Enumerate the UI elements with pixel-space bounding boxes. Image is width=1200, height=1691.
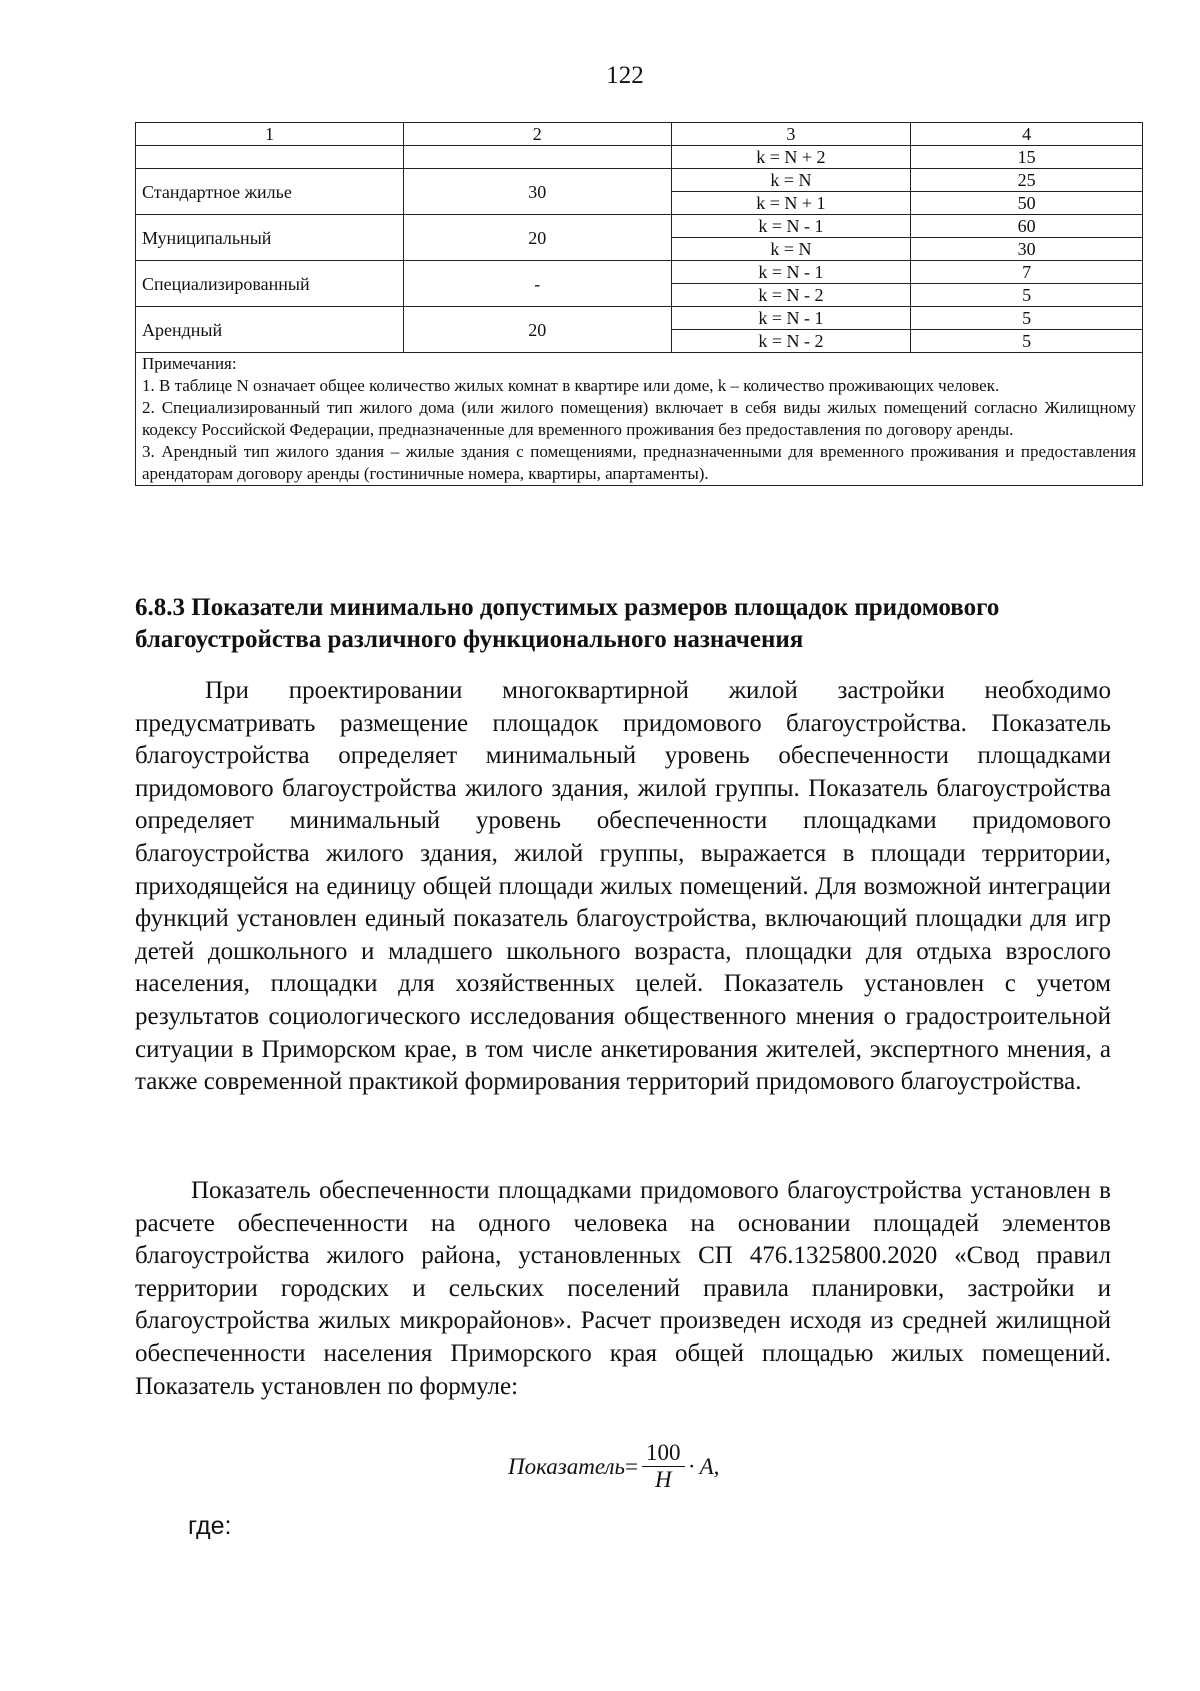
data-table <box>135 122 1143 486</box>
value-cell: 5 <box>911 307 1143 330</box>
page-number: 122 <box>606 62 644 89</box>
norm-cell: 20 <box>403 215 671 261</box>
housing-type-cell: Специализированный <box>136 261 404 307</box>
k-cell: k = N + 2 <box>671 146 911 169</box>
value-cell: 5 <box>911 284 1143 307</box>
formula-equals: = <box>625 1453 638 1479</box>
formula-lhs: Показатель <box>508 1453 626 1479</box>
norm-cell: 20 <box>403 307 671 353</box>
k-cell: k = N - 1 <box>671 215 911 238</box>
table-header-row <box>136 123 1143 146</box>
value-cell: 25 <box>911 169 1143 192</box>
empty-cell <box>136 146 404 169</box>
formula-numerator: 100 <box>642 1440 685 1467</box>
note-item: 3. Арендный тип жилого здания – жилые здания с помещениями, предназначенными для временного проживания и предоставления арендаторам договору аренды (гостиничные номера, квартиры, апартаменты). <box>142 442 1136 483</box>
value-cell: 50 <box>911 192 1143 215</box>
value-cell: 5 <box>911 330 1143 353</box>
header-cell: 2 <box>403 123 671 146</box>
k-cell: k = N - 2 <box>671 330 911 353</box>
table-row <box>136 146 1143 169</box>
formula-denominator: Н <box>654 1467 672 1492</box>
value-cell: 15 <box>911 146 1143 169</box>
value-cell: 60 <box>911 215 1143 238</box>
table-row <box>136 215 1143 238</box>
where-label: где: <box>188 1512 232 1540</box>
k-cell: k = N <box>671 169 911 192</box>
note-item: 2. Специализированный тип жилого дома (или жилого помещения) включает в себя виды жилых помещений согласно Жилищному кодексу Российской Федерации, предназначенные для временного проживания без предоставления по договору аренды. <box>142 398 1136 439</box>
value-cell: 30 <box>911 238 1143 261</box>
table-row <box>136 307 1143 330</box>
formula-fraction <box>642 1440 685 1493</box>
header-cell: 3 <box>671 123 911 146</box>
formula <box>508 1440 719 1493</box>
formula-rhs: · A, <box>688 1453 720 1479</box>
table-row <box>136 169 1143 192</box>
norm-cell: 30 <box>403 169 671 215</box>
k-cell: k = N - 1 <box>671 307 911 330</box>
value-cell: 7 <box>911 261 1143 284</box>
housing-type-cell: Стандартное жилье <box>136 169 404 215</box>
header-cell: 1 <box>136 123 404 146</box>
k-cell: k = N - 1 <box>671 261 911 284</box>
note-item: 1. В таблице N означает общее количество жилых комнат в квартире или доме, k – количество проживающих человек. <box>142 376 1000 395</box>
notes-row <box>136 353 1143 486</box>
housing-type-cell: Арендный <box>136 307 404 353</box>
body-paragraph: При проектировании многоквартирной жилой застройки необходимо предусматривать размещение площадок придомового благоустройства. Показатель благоустройства определяет минимальный уровень обеспеченности площадками придомового благоустройства жилого здания, жилой группы. Показатель благоустройства определяет минимальный уровень обеспеченности площадками придомового благоустройства жилого здания, жилой группы, выражается в площади территории, приходящейся на единицу общей площади жилых помещений. Для возможной интеграции функций установлен единый показатель благоустройства, включающий площадки для игр детей дошкольного и младшего школьного возраста, площадки для отдыха взрослого населения, площадки для хозяйственных целей. Показатель установлен с учетом результатов социологического исследования общественного мнения о градостроительной ситуации в Приморском крае, в том числе анкетирования жителей, экспертного мнения, а также современной практикой формирования территорий придомового благоустройства. <box>135 677 1111 1096</box>
header-cell: 4 <box>911 123 1143 146</box>
section-heading: 6.8.3 Показатели минимально допустимых размеров площадок придомового благоустройства различного функционального назначения <box>135 594 1000 653</box>
empty-cell <box>403 146 671 169</box>
k-cell: k = N - 2 <box>671 284 911 307</box>
k-cell: k = N + 1 <box>671 192 911 215</box>
housing-type-cell: Муниципальный <box>136 215 404 261</box>
norm-cell: - <box>403 261 671 307</box>
body-paragraph: Показатель обеспеченности площадками придомового благоустройства установлен в расчете обеспеченности на одного человека на основании площадей элементов благоустройства жилого района, установленных СП 476.1325800.2020 «Свод правил территории городских и сельских поселений правила планировки, застройки и благоустройства жилых микрорайонов». Расчет произведен исходя из средней жилищной обеспеченности населения Приморского края общей площадью жилых помещений. Показатель установлен по формуле: <box>135 1177 1111 1400</box>
notes-cell <box>136 353 1143 486</box>
notes-title: Примечания: <box>142 354 237 373</box>
k-cell: k = N <box>671 238 911 261</box>
table-row <box>136 261 1143 284</box>
